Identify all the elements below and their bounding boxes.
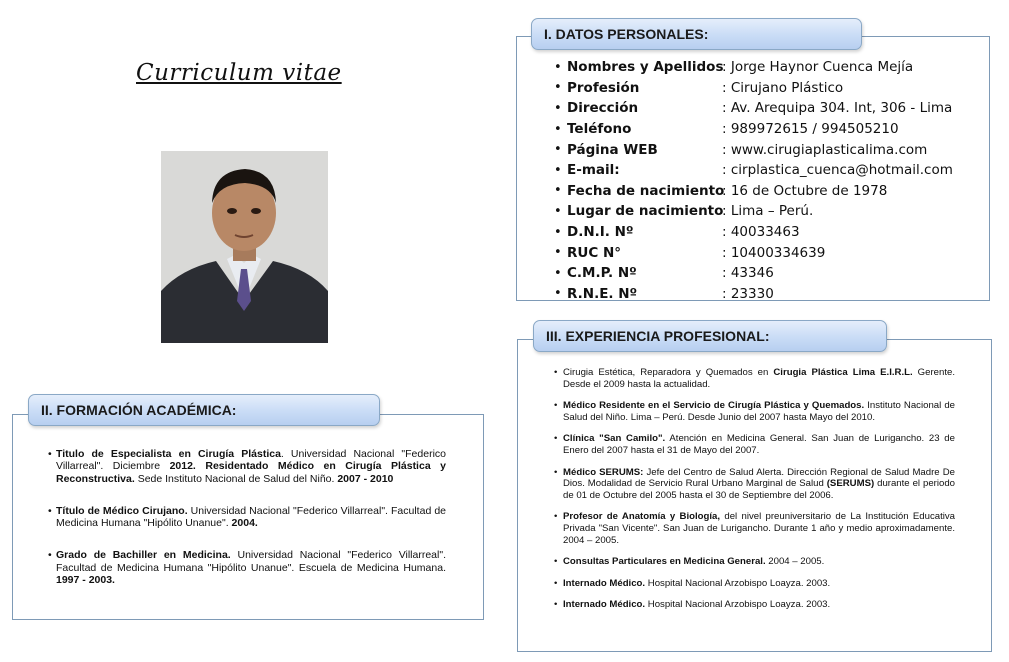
education-text-segment: Sede Instituto Nacional de Salud del Niño. [134, 472, 338, 485]
education-text-segment: Título de Médico Cirujano. [56, 504, 188, 517]
bullet: • [48, 549, 52, 562]
experience-text-segment: Cirugia Estética, Reparadora y Quemados en [563, 367, 774, 378]
bullet: • [48, 448, 52, 460]
experience-text [563, 578, 830, 590]
experience-list [554, 367, 955, 621]
personal-data-label: Dirección [567, 100, 639, 117]
experience-item [554, 578, 955, 590]
bullet: • [554, 162, 562, 178]
personal-data-value: : Cirujano Plástico [722, 79, 844, 96]
bullet: • [554, 367, 558, 378]
experience-text [563, 433, 955, 456]
experience-text-segment: (SERUMS) [826, 478, 875, 490]
personal-data-value: : cirplastica_cuenca@hotmail.com [722, 162, 953, 179]
experience-text [563, 556, 824, 568]
bullet: • [554, 203, 562, 219]
experience-text-segment: Internado Médico. [563, 577, 646, 589]
experience-item [554, 367, 955, 390]
personal-data-list [554, 57, 953, 304]
bullet: • [554, 286, 562, 302]
personal-data-row [554, 57, 953, 78]
experience-text-segment: Hospital Nacional Arzobispo Loayza. 2003. [645, 577, 831, 589]
personal-data-label: Profesión [567, 79, 640, 96]
experience-header: III. EXPERIENCIA PROFESIONAL: [533, 320, 887, 352]
education-text [56, 448, 446, 485]
education-list [48, 448, 446, 586]
experience-text-segment: Atención en Medicina General. San Juan de Lurigancho. 23 de Enero del 2007 hasta el 31 de Mayo del 2007. [563, 433, 955, 456]
education-text-segment: 2004. [231, 517, 258, 530]
experience-text-segment: 2004 – 2005. [765, 556, 825, 568]
profile-photo [161, 151, 328, 343]
personal-data-row [554, 201, 953, 222]
experience-item [554, 400, 955, 423]
bullet: • [554, 183, 562, 199]
personal-data-label: E-mail: [567, 162, 620, 179]
education-item [48, 448, 446, 485]
education-text-segment: . Universidad Nacional "Federico Villarreal". Diciembre [56, 448, 446, 473]
personal-data-row [554, 181, 953, 202]
personal-data-label: Lugar de nacimiento [567, 203, 724, 220]
experience-item [554, 511, 955, 546]
bullet: • [554, 599, 558, 611]
personal-data-label: Página WEB [567, 141, 658, 158]
bullet: • [554, 466, 558, 478]
education-text-segment: Universidad Nacional "Federico Villarreal". Facultad de Medicina Humana "Hipólito Unanue". Escuela de Medicina Humana. [56, 549, 446, 574]
experience-item [554, 556, 955, 568]
bullet: • [554, 556, 558, 568]
bullet: • [554, 100, 562, 116]
personal-data-value: : Av. Arequipa 304. Int, 306 - Lima [722, 100, 953, 117]
personal-data-value: : Lima – Perú. [722, 203, 814, 220]
experience-item [554, 467, 955, 502]
personal-data-label: Nombres y Apellidos [567, 59, 724, 76]
experience-text-segment: Médico Residente en el Servicio de Cirugía Plástica y Quemados. [563, 400, 865, 412]
personal-data-value: : 16 de Octubre de 1978 [722, 182, 888, 199]
education-text [56, 549, 446, 586]
personal-data-row [554, 263, 953, 284]
bullet: • [554, 80, 562, 96]
experience-text [563, 599, 830, 611]
personal-data-row [554, 119, 953, 140]
experience-text [563, 511, 955, 546]
experience-text-segment: Hospital Nacional Arzobispo Loayza. 2003. [645, 599, 831, 611]
personal-data-row [554, 78, 953, 99]
experience-text-segment: durante el periodo de 01 de Octubre del 2005 hasta el 30 de Septiembre del 2006. [563, 478, 955, 501]
education-text [56, 505, 446, 530]
education-item [48, 549, 446, 586]
experience-text-segment: del nivel preuniversitario de La Institución Educativa Privada "San Vicente". San Juan de Lurigancho. Durante 1 año y medio aproximadamente. 2004 – 2005. [563, 511, 956, 546]
experience-text-segment: Médico SERUMS: [563, 466, 644, 478]
personal-data-row [554, 242, 953, 263]
bullet: • [554, 577, 558, 589]
personal-data-header: I. DATOS PERSONALES: [531, 18, 862, 50]
education-header: II. FORMACIÓN ACADÉMICA: [28, 394, 380, 426]
personal-data-value: : 40033463 [722, 224, 800, 241]
bullet: • [554, 265, 562, 281]
bullet: • [554, 224, 562, 240]
experience-text-segment: Gerente. Desde el 2009 hasta la actualidad. [563, 367, 956, 390]
experience-item [554, 599, 955, 611]
personal-data-row [554, 160, 953, 181]
personal-data-label: D.N.I. Nº [567, 224, 634, 241]
experience-text-segment: Clínica "San Camilo". [563, 433, 666, 445]
personal-data-row [554, 98, 953, 119]
education-text-segment: Universidad Nacional "Federico Villarreal". Facultad de Medicina Humana "Hipólito Unanue". [56, 504, 446, 530]
experience-text-segment: Jefe del Centro de Salud Alerta. Dirección Regional de Salud Madre De Dios. Modalidad de Servicio Rural Urbano Marginal de Salud [563, 466, 955, 490]
personal-data-label: RUC N° [567, 244, 622, 261]
experience-item [554, 433, 955, 456]
document-title: Curriculum vitae [136, 60, 342, 86]
education-text-segment: 2012. Residentado Médico en Cirugía Plástica y Reconstructiva. [56, 460, 446, 485]
personal-data-label: Teléfono [567, 121, 632, 138]
experience-text [563, 467, 955, 502]
experience-text-segment: Internado Médico. [563, 599, 646, 611]
education-text-segment: Titulo de Especialista en Cirugía Plástica [56, 448, 281, 460]
bullet: • [554, 121, 562, 137]
experience-text [563, 367, 955, 390]
personal-data-value: : www.cirugiaplasticalima.com [722, 141, 928, 158]
education-text-segment: 1997 - 2003. [56, 574, 115, 587]
personal-data-value: : 10400334639 [722, 244, 826, 261]
bullet: • [554, 433, 558, 445]
personal-data-value: : 23330 [722, 285, 774, 302]
personal-data-row [554, 284, 953, 305]
personal-data-value: : Jorge Haynor Cuenca Mejía [722, 59, 914, 76]
bullet: • [554, 511, 558, 523]
personal-data-label: R.N.E. Nº [567, 285, 638, 302]
experience-text-segment: Consultas Particulares en Medicina General. [563, 556, 766, 568]
education-text-segment: Grado de Bachiller en Medicina. [56, 549, 231, 562]
education-item [48, 505, 446, 530]
personal-data-label: C.M.P. Nº [567, 265, 637, 282]
bullet: • [554, 59, 562, 75]
bullet: • [554, 245, 562, 261]
personal-data-row [554, 222, 953, 243]
personal-data-row [554, 139, 953, 160]
experience-text-segment: Instituto Nacional de Salud del Niño. Lima – Perú. Desde Junio del 2007 hasta Mayo del 2010. [563, 400, 955, 423]
bullet: • [554, 142, 562, 158]
education-text-segment: 2007 - 2010 [337, 472, 394, 485]
bullet: • [48, 504, 52, 517]
bullet: • [554, 400, 558, 412]
experience-text [563, 400, 955, 423]
personal-data-label: Fecha de nacimiento [567, 182, 725, 199]
personal-data-value: : 989972615 / 994505210 [722, 121, 899, 138]
experience-text-segment: Cirugia Plástica Lima E.I.R.L. [773, 367, 913, 378]
personal-data-value: : 43346 [722, 265, 774, 282]
experience-text-segment: Profesor de Anatomía y Biología, [563, 511, 721, 523]
